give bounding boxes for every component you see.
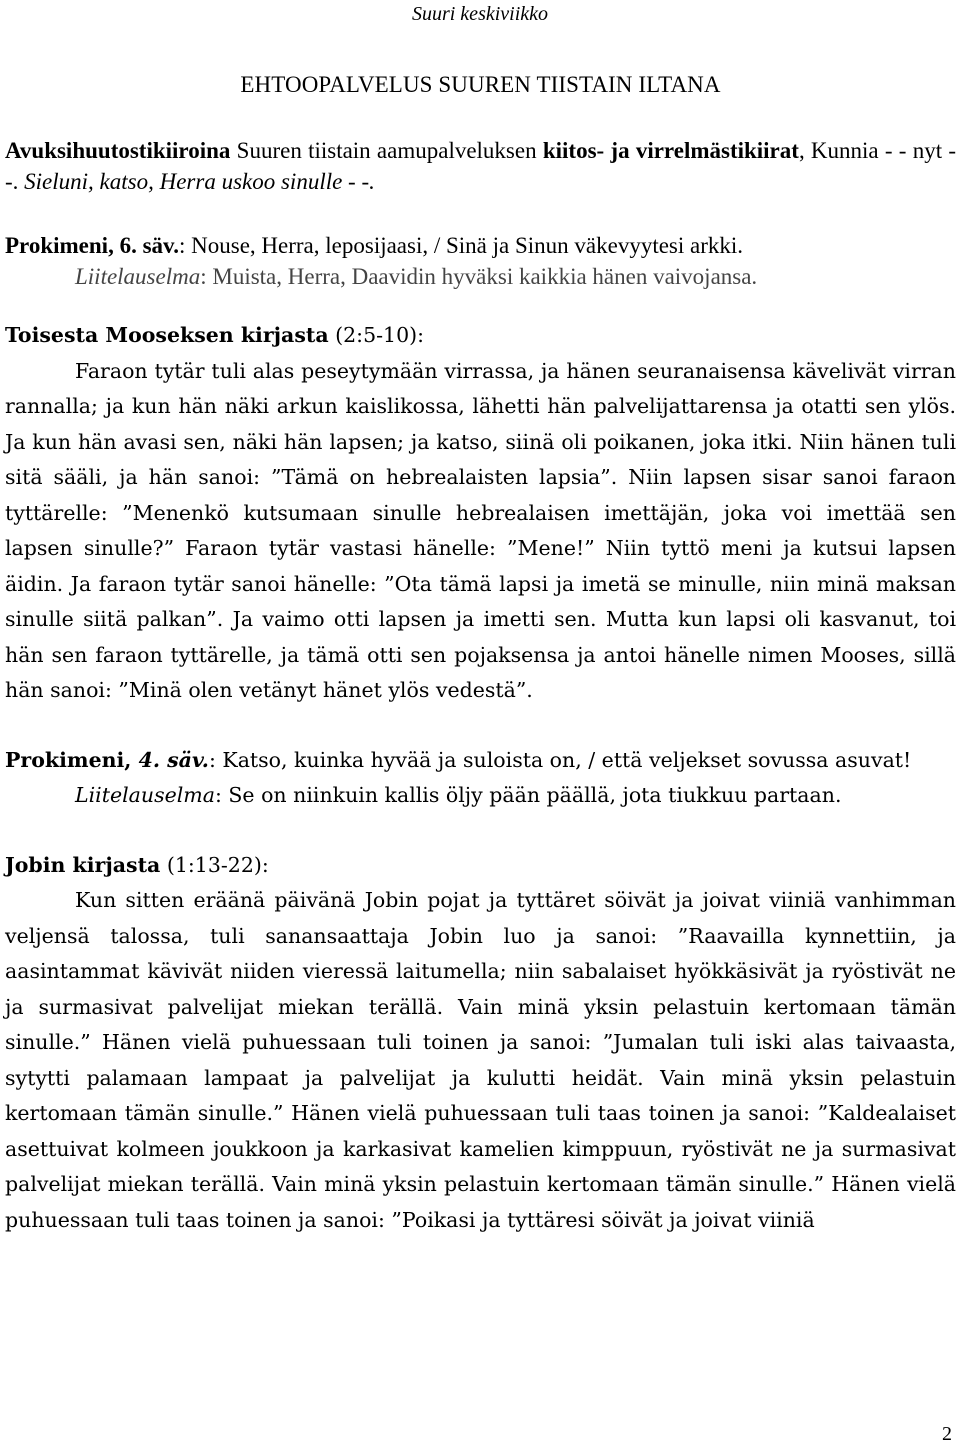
liitelauselma-1-label: Liitelauselma [75, 264, 201, 289]
liitelauselma-1-text: : Muista, Herra, Daavidin hyväksi kaikkia hänen vaivojansa. [200, 264, 758, 289]
reading-2-text: Kun sitten eräänä päivänä Jobin pojat ja tyttäret söivät ja joivat viiniä vanhimman veljensä talossa, tuli sanansaattaja Jobin luo ja sanoi: ”Raavailla kynnettiin, ja aasintammat kävivät niiden vieressä laitumella; niin sabalaiset hyökkäsivät ja ryöstivät ne ja surmasivat palvelijat miekan terällä. Vain minä yksin pelastuin kertomaan tämän sinulle.” Hänen vielä puhuessaan tuli toinen ja sanoi: ”Jumalan tuli iski alas taivaasta, sytytti palamaan lampaat ja palvelijat ja kulutti heidät. Vain minä yksin pelastuin kertomaan tämän sinulle.” Hänen vielä puhuessaan tuli taas toinen ja sanoi: ”Kaldealaiset asettuivat kolmeen joukkoon ja karkasivat kamelien kimppuun, ryöstivät ne ja surmasivat palvelijat miekan terällä. Vain minä yksin pelastuin kertomaan tämän sinulle.” Hänen vielä puhuessaan tuli taas toinen ja sanoi: ”Poikasi ja tyttäresi söivät ja joivat viiniä [5, 888, 956, 1232]
page-content [5, 70, 956, 1238]
prokimeni-1-label: Prokimeni, 6. säv. [5, 233, 180, 258]
page-number: 2 [942, 1423, 952, 1445]
liitelauselma-1 [5, 261, 956, 292]
intro-text-1: Suuren tiistain aamupalveluksen [230, 138, 543, 163]
prokimeni-2-tone: 4. säv. [138, 747, 209, 772]
running-head: Suuri keskiviikko [411, 3, 549, 25]
liitelauselma-2-text: : Se on niinkuin kallis öljy pään päällä, jota tiukkuu partaan. [214, 783, 842, 807]
liitelauselma-2 [5, 778, 956, 814]
prokimeni-1 [5, 230, 956, 261]
service-title: EHTOOPALVELUS SUUREN TIISTAIN ILTANA [240, 72, 721, 97]
reading-2-heading [5, 848, 956, 884]
reading-1-heading [5, 318, 956, 354]
prokimeni-2-text: : Katso, kuinka hyvää ja suloista on, / että veljekset sovussa asuvat! [208, 747, 912, 772]
prokimeni-2 [5, 743, 956, 779]
prokimeni-1-text: : Nouse, Herra, leposijaasi, / Sinä ja Sinun väkevyytesi arkki. [179, 233, 744, 258]
intro-label: Avuksihuutostikiiroina [5, 138, 231, 163]
intro-text-2: , Kunnia - - nyt - -. [5, 138, 956, 194]
reading-1-ref: (2:5-10): [328, 323, 425, 347]
intro-italic: Sieluni, katso, Herra uskoo sinulle - -. [24, 169, 375, 194]
intro-label-2: kiitos- ja virrelmästikiirat [542, 138, 799, 163]
intro-paragraph [5, 135, 956, 197]
reading-2-ref: (1:13-22): [160, 852, 269, 877]
reading-1-title: Toisesta Mooseksen kirjasta [5, 323, 329, 347]
liitelauselma-2-label: Liitelauselma [75, 783, 215, 807]
reading-1-text: Faraon tytär tuli alas peseytymään virrassa, ja hänen seuranaisensa kävelivät virran rannalla; ja kun hän näki arkun kaislikossa, lähetti hän palvelijattarensa ja otatti sen ylös. Ja kun hän avasi sen, näki hän lapsen; ja katso, siinä oli poikanen, joka itki. Niin hänen tuli sitä sääli, ja hän sanoi: ”Tämä on hebrealaisten lapsia”. Niin lapsen sisar sanoi faraon tyttärelle: ”Menenkö kutsumaan sinulle hebrealaisen imettäjän, joka voi imettää sen lapsen sinulle?” Faraon tytär vastasi hänelle: ”Mene!” Niin tyttö meni ja kutsui lapsen äidin. Ja faraon tytär sanoi hänelle: ”Ota tämä lapsi ja imetä se minulle, niin minä maksan sinulle siitä palkan”. Ja vaimo otti lapsen ja imetti sen. Mutta kun lapsi oli kasvanut, toi hän sen faraon tyttärelle, ja tämä otti sen pojaksensa ja antoi hänelle nimen Mooses, sillä hän sanoi: ”Minä olen vetänyt hänet ylös vedestä”. [5, 358, 956, 702]
prokimeni-2-label: Prokimeni, [5, 747, 139, 772]
reading-2-title: Jobin kirjasta [5, 852, 161, 877]
